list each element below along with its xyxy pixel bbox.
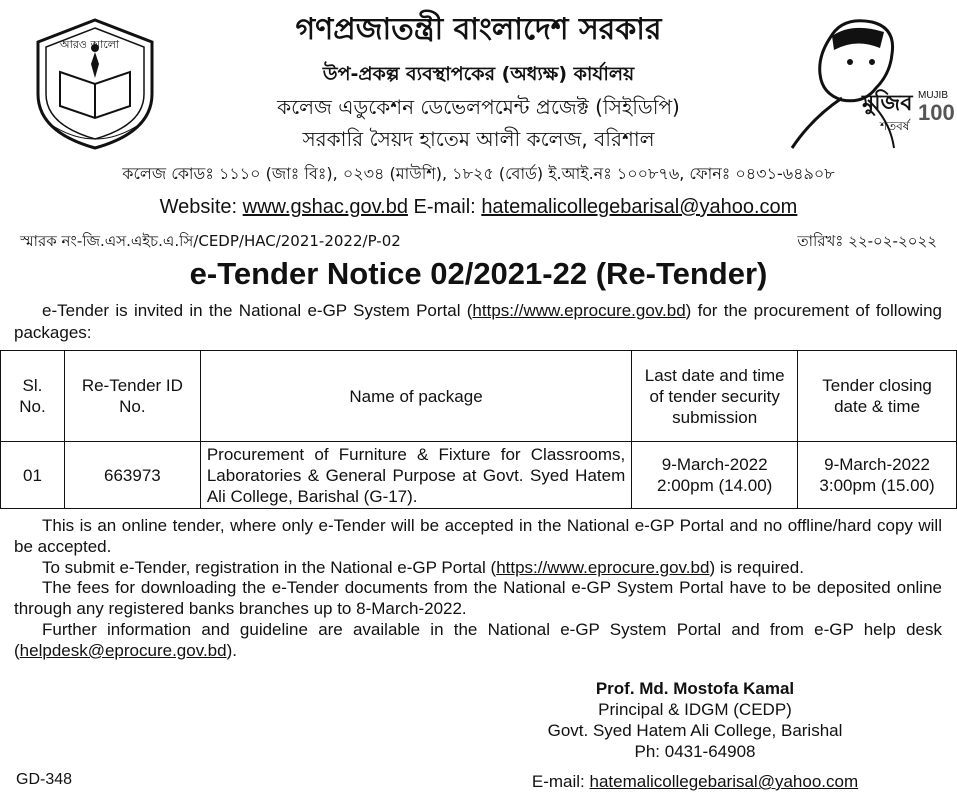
cell-package: Procurement of Furniture & Fixture for Classrooms, Laboratories & General Purpose at Govt. Syed Hatem Ali College, Barishal (G-17). (200, 442, 631, 509)
header-closing: Tender closing date & time (798, 351, 957, 442)
closing-date: 9-March-2022 (824, 455, 930, 474)
header-sl: Sl. No. (1, 351, 65, 442)
terms-paragraph-1 (14, 516, 942, 558)
eprocure-link-2[interactable]: https://www.eprocure.gov.bd (496, 557, 710, 577)
project-title: কলেজ এডুকেশন ডেভেলপমেন্ট প্রজেক্ট (সিইডিপি) (277, 95, 680, 119)
terms-paragraph-4 (14, 620, 942, 662)
college-logo (20, 14, 170, 154)
contact-line (20, 193, 937, 221)
logo-motto: আরও আলো (60, 38, 120, 51)
signatory-name: Prof. Md. Mostofa Kamal (595, 679, 795, 698)
notice-date: তারিখঃ ২২-০২-২০২২ (797, 232, 937, 250)
intro-text-before: e-Tender is invited in the National e-GP System Portal ( (42, 301, 473, 320)
helpdesk-link[interactable]: helpdesk@eprocure.gov.bd (19, 640, 227, 660)
security-date: 9-March-2022 (661, 455, 768, 474)
email-link[interactable]: hatemalicollegebarisal@yahoo.com (481, 196, 798, 218)
terms-text-4b: ). (226, 640, 237, 660)
cell-id: 663973 (64, 442, 200, 509)
memo-number: স্মারক নং-জি.এস.এইচ.এ.সি/CEDP/HAC/2021-2022/P-02 (20, 232, 401, 250)
terms-text-4a: Further information and guideline are available in the National e-GP System Portal and from e-GP help desk ( (14, 619, 942, 660)
eprocure-link[interactable]: https://www.eprocure.gov.bd (472, 301, 686, 320)
header-package: Name of package (200, 351, 631, 442)
signatory-designation: Principal & IDGM (CEDP) (598, 700, 792, 719)
intro-paragraph (14, 300, 942, 344)
mujib-text: মুজিব (862, 91, 913, 116)
terms-text-1: This is an online tender, where only e-Tender will be accepted in the National e-GP Portal and no offline/hard copy will be accepted. (14, 516, 942, 556)
mujib-sub-text: শতবর্ষ (880, 119, 910, 133)
cell-sl: 01 (1, 442, 65, 509)
mujib-100-logo (772, 8, 955, 158)
govt-title: গণপ্রজাতন্ত্রী বাংলাদেশ সরকার (295, 12, 662, 47)
header-id: Re-Tender ID No. (64, 351, 200, 442)
notice-title: e-Tender Notice 02/2021-22 (Re-Tender) (189, 256, 768, 291)
terms-section (14, 516, 942, 662)
signatory-phone: Ph: 0431-64908 (634, 742, 756, 761)
cell-closing (798, 442, 957, 509)
security-time: 2:00pm (14.00) (657, 476, 773, 495)
header-security: Last date and time of tender security submission (632, 351, 798, 442)
signatory-email-label: E-mail: (531, 772, 585, 791)
signature-block (480, 678, 910, 762)
college-title: সরকারি সৈয়দ হাতেম আলী কলেজ, বরিশাল (302, 127, 655, 151)
table-row (1, 442, 957, 509)
website-label: Website: (159, 196, 238, 218)
signatory-email (480, 772, 910, 792)
closing-time: 3:00pm (15.00) (819, 476, 935, 495)
mujib-en-text: MUJIB (918, 90, 948, 101)
email-label: E-mail: (413, 196, 476, 218)
intro-text-after: ) for the procurement of following packages: (14, 301, 942, 342)
signatory-email-link[interactable]: hatemalicollegebarisal@yahoo.com (589, 772, 859, 791)
terms-text-2a: To submit e-Tender, registration in the National e-GP Portal ( (42, 557, 497, 577)
terms-paragraph-2 (14, 558, 942, 579)
cell-security (632, 442, 798, 509)
signatory-institution: Govt. Syed Hatem Ali College, Barishal (547, 721, 843, 740)
terms-text-2b: ) is required. (709, 557, 804, 577)
college-codes: কলেজ কোডঃ ১১১০ (জাঃ বিঃ), ০২৩৪ (মাউশি), ১৮২৫ (বোর্ড) ই.আই.নঃ ১০০৮৭৬, ফোনঃ ০৪৩১-৬৪৯০৮ (122, 164, 835, 183)
footer-code: GD-348 (16, 771, 73, 788)
website-link[interactable]: www.gshac.gov.bd (242, 196, 408, 218)
tender-table (0, 350, 957, 509)
terms-text-3: The fees for downloading the e-Tender documents from the National e-GP System Portal have to be deposited online through any registered banks branches up to 8-March-2022. (14, 578, 942, 619)
office-title: উপ-প্রকল্প ব্যবস্থাপকের (অধ্যক্ষ) কার্যালয় (322, 63, 635, 85)
terms-paragraph-3 (14, 578, 942, 620)
table-header-row (1, 351, 957, 442)
mujib-number: 100 (918, 100, 955, 125)
